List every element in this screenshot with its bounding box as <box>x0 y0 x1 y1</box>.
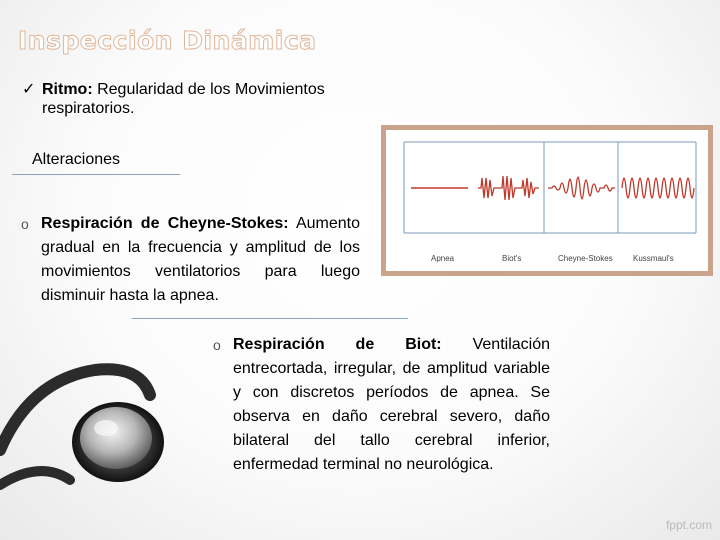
alteraciones-heading: Alteraciones <box>32 151 121 168</box>
stethoscope-image <box>0 340 200 540</box>
ritmo-bullet <box>22 80 367 118</box>
watermark: fppt.com <box>665 518 712 532</box>
biot-label: Respiración de Biot: <box>233 336 442 353</box>
biot-item <box>213 333 551 477</box>
biot-text: Ventilación entrecortada, irregular, de amplitud variable y con discretos períodos de apnea. Se observa en daño cerebral severo, daño bilateral del tallo cerebral inferior, enfermedad terminal no neurológica. <box>233 336 551 473</box>
cheyne-stokes-wave <box>548 177 615 199</box>
kussmaul-label: Kussmaul's <box>633 254 674 263</box>
divider-line <box>12 174 180 175</box>
biot-wave <box>478 176 539 200</box>
cheyne-label: Respiración de Cheyne-Stokes: <box>41 215 289 232</box>
cheyne-text: Aumento gradual en la frecuencia y amplitud de los movimientos ventilatorios para luego disminuir hasta la apnea. <box>41 215 360 304</box>
circle-bullet-icon: o <box>21 216 29 232</box>
breathing-patterns-figure <box>381 125 713 276</box>
cheyne-stokes-label: Cheyne-Stokes <box>558 254 613 263</box>
ritmo-label: Ritmo: <box>42 81 93 98</box>
slide-title: Inspección Dinámica <box>18 26 317 55</box>
biot-label: Biot's <box>502 254 522 263</box>
circle-bullet-icon: o <box>213 337 221 353</box>
kussmaul-wave <box>622 178 694 198</box>
check-icon: ✓ <box>22 81 36 98</box>
apnea-label: Apnea <box>431 254 455 263</box>
cheyne-stokes-item <box>21 212 360 308</box>
waveform-diagram <box>386 130 708 271</box>
ritmo-text: Regularidad de los Movimientos respiratorios. <box>42 81 325 117</box>
divider-line <box>132 318 408 319</box>
